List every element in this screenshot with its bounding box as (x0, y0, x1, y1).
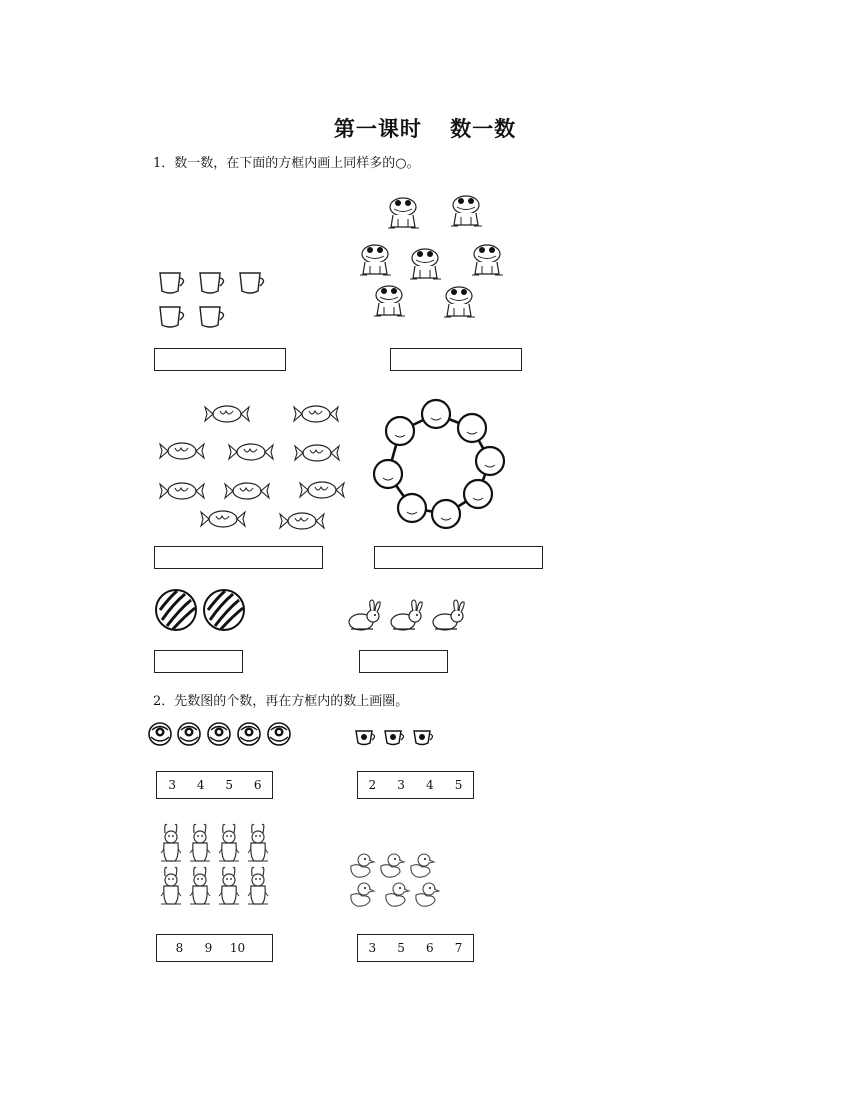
rabbit-icon (349, 600, 380, 630)
duck-icon (381, 854, 404, 877)
frog-icon (388, 198, 419, 228)
face-circle (398, 494, 426, 522)
face-circle (476, 447, 504, 475)
frog-icon (472, 245, 503, 275)
candy-icon (225, 483, 269, 499)
question-1-prompt: 1．数一数，在下面的方框内画上同样多的○。 (153, 156, 420, 171)
candy-icon (201, 511, 245, 527)
bunny-icon (219, 867, 239, 904)
face-circle (458, 414, 486, 442)
cup-icon (160, 273, 184, 293)
number-choice-box-bunnies (156, 934, 273, 962)
title-topic: 数一数 (450, 116, 517, 141)
number-option[interactable]: 10 (229, 941, 246, 955)
number-option[interactable]: 6 (253, 778, 262, 792)
number-option[interactable]: 6 (426, 941, 434, 955)
bunny-icon (248, 824, 268, 861)
number-option[interactable]: 5 (225, 778, 234, 792)
watermelon-icon (204, 590, 244, 630)
bunnies-illustration (157, 822, 282, 910)
bunny-icon (248, 867, 268, 904)
teapot-icon (414, 731, 433, 745)
bunny-icon (190, 867, 210, 904)
duck-icon (351, 854, 374, 877)
number-option[interactable]: 3 (397, 778, 405, 792)
frog-icon (451, 196, 482, 226)
answer-box-cups[interactable] (154, 348, 286, 371)
page-title (0, 113, 850, 143)
number-option[interactable]: 5 (397, 941, 405, 955)
bunny-icon (161, 824, 181, 861)
candies-illustration (155, 400, 350, 535)
duck-icon (351, 883, 374, 906)
answer-box-candies[interactable] (154, 546, 323, 569)
question-2-prompt: 2．先数图的个数，再在方框内的数上画圈。 (153, 694, 409, 709)
watermelons-illustration (155, 588, 250, 636)
cup-icon (240, 273, 264, 293)
bunny-icon (219, 824, 239, 861)
number-choice-box-teapots (357, 771, 474, 799)
flower-icon (149, 723, 171, 745)
face-circle (464, 480, 492, 508)
candy-icon (294, 406, 338, 422)
cup-icon (200, 307, 224, 327)
number-choice-box-flowers (156, 771, 273, 799)
frog-icon (444, 287, 475, 317)
frog-icon (374, 286, 405, 316)
teapots-illustration (353, 726, 438, 748)
rabbit-icon (433, 600, 464, 630)
number-option[interactable]: 7 (454, 941, 463, 955)
rabbit-icon (391, 600, 422, 630)
face-circle (386, 417, 414, 445)
cup-icon (200, 273, 224, 293)
answer-box-face-circles[interactable] (374, 546, 543, 569)
cup-icon (160, 307, 184, 327)
flower-icon (238, 723, 260, 745)
duck-icon (411, 854, 434, 877)
face-circle (422, 400, 450, 428)
bunny-icon (190, 824, 210, 861)
candy-icon (205, 406, 249, 422)
answer-box-rabbits[interactable] (359, 650, 448, 673)
title-lesson: 第一课时 (333, 116, 422, 141)
frog-icon (360, 245, 391, 275)
number-option[interactable]: 3 (168, 778, 177, 792)
bunny-icon (161, 867, 181, 904)
ducks-illustration (348, 852, 443, 912)
cups-illustration (155, 268, 265, 333)
face-circles-illustration (368, 398, 508, 533)
teapot-icon (356, 731, 375, 745)
watermelon-icon (156, 590, 196, 630)
number-option[interactable]: 5 (454, 778, 463, 792)
answer-box-frogs[interactable] (390, 348, 522, 371)
number-option[interactable]: 9 (204, 941, 213, 955)
number-option[interactable]: 2 (368, 778, 377, 792)
number-option[interactable]: 3 (368, 941, 377, 955)
rabbits-illustration (343, 598, 473, 636)
candy-icon (229, 444, 273, 460)
duck-icon (386, 883, 409, 906)
flowers-illustration (147, 720, 297, 748)
frog-icon (410, 249, 441, 279)
frogs-illustration (355, 190, 510, 325)
answer-box-watermelons[interactable] (154, 650, 243, 673)
candy-icon (280, 513, 324, 529)
candy-icon (300, 482, 344, 498)
flower-icon (178, 723, 200, 745)
number-option[interactable]: 8 (175, 941, 184, 955)
number-choice-box-ducks (357, 934, 474, 962)
teapot-icon (385, 731, 404, 745)
candy-icon (295, 445, 339, 461)
candy-icon (160, 443, 204, 459)
candy-icon (160, 483, 204, 499)
number-option[interactable]: 4 (426, 778, 434, 792)
duck-icon (416, 883, 439, 906)
flower-icon (208, 723, 230, 745)
face-circle (374, 460, 402, 488)
flower-icon (268, 723, 290, 745)
face-circle (432, 500, 460, 528)
number-option[interactable]: 4 (196, 778, 205, 792)
